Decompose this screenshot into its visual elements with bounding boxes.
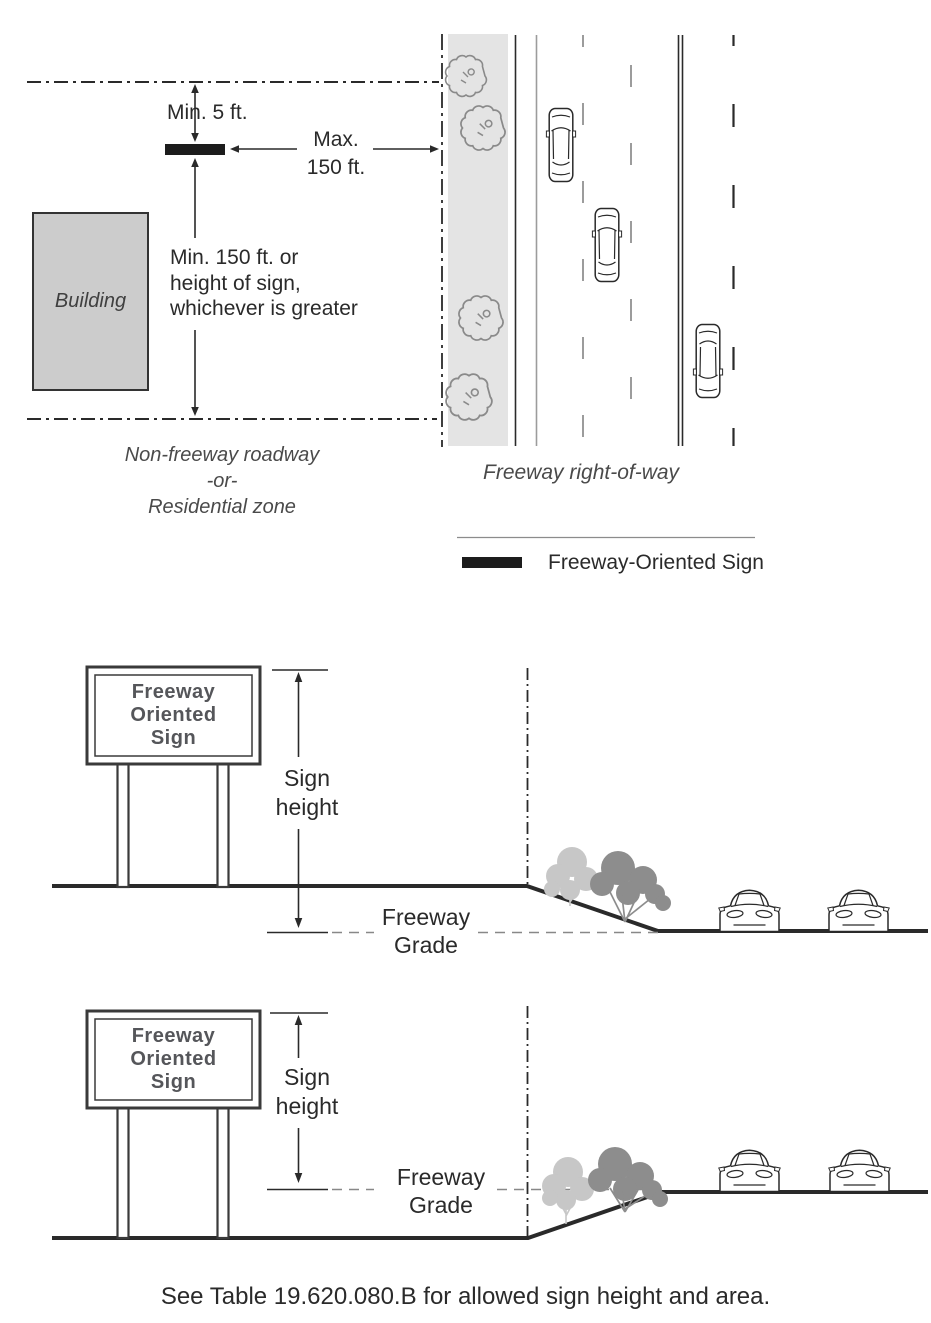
sign-text-line3: Sign bbox=[150, 727, 197, 749]
sign-post bbox=[118, 1108, 129, 1238]
left-zone-label bbox=[104, 442, 340, 520]
tree-silhouette-light-icon bbox=[544, 847, 598, 906]
arrow-up-icon bbox=[191, 84, 199, 93]
sign-text-line1: Freeway bbox=[131, 681, 216, 703]
left-zone-line3: Residential zone bbox=[148, 496, 296, 518]
sign-height-line2: height bbox=[275, 794, 339, 820]
sign-height-label bbox=[257, 1063, 357, 1121]
sign-post bbox=[118, 764, 129, 887]
min-separation-line1: Min. 150 ft. or bbox=[170, 246, 299, 269]
car-front-icon bbox=[829, 1150, 890, 1191]
freeway-grade-label bbox=[391, 1163, 491, 1219]
sign-text-line2: Oriented bbox=[130, 1048, 217, 1070]
arrow-left-icon bbox=[230, 145, 239, 153]
arrow-down-icon bbox=[191, 407, 199, 416]
arrow-right-icon bbox=[430, 145, 439, 153]
figure-caption: See Table 19.620.080.B for allowed sign height and area. bbox=[160, 1283, 771, 1310]
left-zone-line1: Non-freeway roadway bbox=[124, 444, 320, 466]
sign-panel-text bbox=[95, 675, 252, 756]
sign-height-line1: Sign bbox=[283, 1064, 331, 1090]
car-top-icon bbox=[693, 325, 722, 398]
left-zone-line2: -or- bbox=[206, 470, 238, 492]
sign-height-line1: Sign bbox=[283, 765, 331, 791]
sign-panel-text bbox=[95, 1019, 252, 1100]
max-distance-label bbox=[296, 126, 376, 182]
car-front-icon bbox=[828, 890, 889, 931]
min-separation-line2: height of sign, bbox=[170, 271, 301, 295]
legend-label: Freeway-Oriented Sign bbox=[548, 551, 764, 574]
car-front-icon bbox=[719, 890, 780, 931]
building bbox=[32, 212, 149, 391]
landscape-strip bbox=[448, 34, 508, 446]
car-top-icon bbox=[546, 109, 575, 182]
arrow-down-icon bbox=[295, 918, 303, 928]
freeway-grade-line1: Freeway bbox=[396, 1164, 486, 1190]
arrow-up-icon bbox=[295, 1015, 303, 1025]
freeway-grade-line1: Freeway bbox=[381, 904, 471, 930]
car-front-icon bbox=[719, 1150, 780, 1191]
max-distance-line1: Max. bbox=[313, 128, 359, 151]
arrow-down-icon bbox=[191, 133, 199, 142]
arrow-up-icon bbox=[191, 158, 199, 167]
tree-silhouette-light-icon bbox=[542, 1157, 594, 1224]
car-top-icon bbox=[592, 209, 621, 282]
sign-height-label bbox=[257, 764, 357, 822]
sign-text-line1: Freeway bbox=[131, 1025, 216, 1047]
min-setback-label: Min. 5 ft. bbox=[167, 101, 248, 124]
freeway-grade-line2: Grade bbox=[394, 932, 458, 958]
legend-swatch bbox=[462, 557, 522, 568]
sign-location-marker bbox=[165, 144, 225, 155]
freeway-grade-line2: Grade bbox=[409, 1192, 473, 1218]
freeway-row-label: Freeway right-of-way bbox=[483, 461, 680, 484]
max-distance-line2: 150 ft. bbox=[306, 156, 366, 179]
sign-post bbox=[218, 764, 229, 887]
sign-height-line2: height bbox=[275, 1093, 339, 1119]
sign-text-line2: Oriented bbox=[130, 704, 217, 726]
building-label: Building bbox=[54, 290, 127, 312]
sign-text-line3: Sign bbox=[150, 1071, 197, 1093]
ground-profile bbox=[52, 886, 928, 931]
arrow-down-icon bbox=[295, 1173, 303, 1183]
freeway-grade-label bbox=[376, 903, 476, 959]
min-separation-label bbox=[170, 245, 358, 322]
min-separation-line3: whichever is greater bbox=[170, 297, 358, 320]
sign-post bbox=[218, 1108, 229, 1238]
arrow-up-icon bbox=[295, 672, 303, 682]
